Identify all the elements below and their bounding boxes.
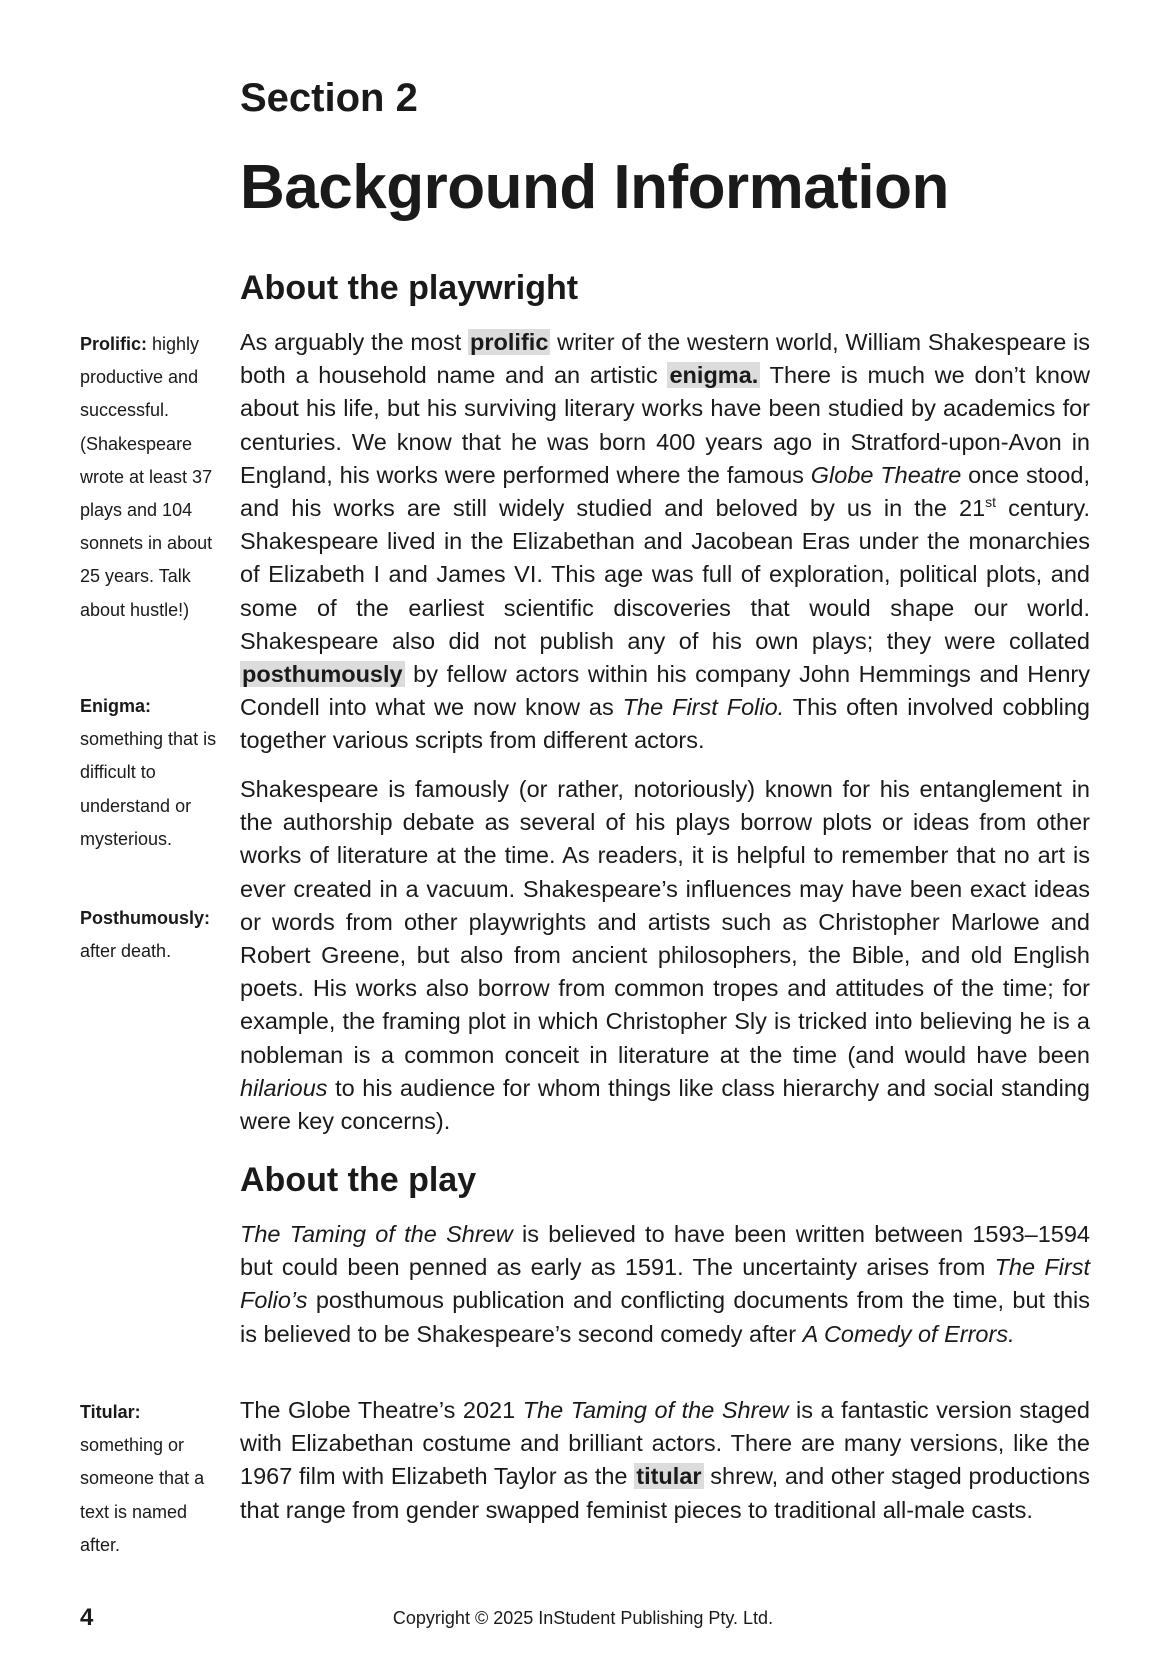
glossary-term: Posthumously:	[80, 908, 211, 928]
glossary-definition: something that is difficult to understand or mysterious.	[80, 729, 217, 849]
italic-globe-theatre: Globe Theatre	[810, 461, 962, 488]
glossary-prolific	[80, 328, 228, 627]
paragraph-play-2	[240, 1394, 1090, 1527]
italic-first-folio: The First Folio’s	[240, 1254, 1090, 1314]
text-span: is believed to have been written between 1593–1594 but could been penned as early as 1591. The uncertainty arises from	[240, 1221, 1090, 1281]
glossary-titular	[80, 1396, 228, 1562]
text-span: There is much we don’t know about his life, but his surviving literary works have been studied by academics for centuries. We know that he was born 400 years ago in Stratford-upon-Avon in England, his works were performed where the famous	[240, 362, 1091, 488]
glossary-definition: after death.	[80, 941, 172, 962]
text-span: Shakespeare is famously (or rather, notoriously) known for his entanglement in the authorship debate as several of his plays borrow plots or ideas from other works of literature at the time. As readers, it is helpful to remember that no art is ever created in a vacuum. Shakespeare’s influences may have been exact ideas or words from other playwrights and artists such as Christopher Marlowe and Robert Greene, but also from ancient philosophers, the Bible, and old English poets. His works also borrow from common tropes and attitudes of the time; for example, the framing plot in which Christopher Sly is tricked into believing he is a nobleman is a common conceit in literature at the time (and would have been	[240, 776, 1090, 1068]
page-number: 4	[80, 1604, 94, 1631]
text-span: The Globe Theatre’s 2021	[240, 1397, 523, 1423]
highlight-enigma: enigma.	[669, 362, 759, 389]
heading-about-playwright: About the playwright	[240, 269, 579, 307]
text-span: is a fantastic version staged with Elizabethan costume and brilliant actors. There are many versions, like the 1967 film with Elizabeth Taylor as the	[240, 1397, 1090, 1490]
italic-taming-title: The Taming of the Shrew	[240, 1221, 513, 1247]
glossary-enigma	[80, 690, 228, 856]
section-label: Section 2	[240, 76, 418, 120]
paragraph-play-1	[240, 1218, 1090, 1351]
copyright-notice: Copyright © 2025 InStudent Publishing Pty. Ltd.	[392, 1608, 774, 1628]
italic-taming-title: The Taming of the Shrew	[522, 1397, 789, 1423]
text-span: posthumous publication and conflicting documents from the time, but this is believed to be Shakespeare’s second comedy after	[240, 1287, 1090, 1347]
italic-first-folio: The First Folio.	[622, 694, 785, 721]
highlight-posthumously: posthumously	[242, 661, 403, 688]
glossary-term: Prolific:	[80, 334, 148, 354]
page-title: Background Information	[240, 153, 949, 222]
glossary-definition: highly productive and successful. (Shakespeare wrote at least 37 plays and 104 sonnets in about 25 years. Talk about hustle!)	[80, 334, 213, 620]
text-span: shrew, and other staged productions that range from gender swapped feminist pieces to traditional all-male casts.	[240, 1463, 1090, 1523]
paragraph-playwright-2	[240, 773, 1090, 1138]
highlight-titular: titular	[636, 1463, 702, 1490]
text-span: century. Shakespeare lived in the Elizabethan and Jacobean Eras under the monarchies of Elizabeth I and James VI. This age was full of exploration, political plots, and some of the earliest scientific discoveries that would shape our world. Shakespeare also did not publish any of his own plays; they were collated	[240, 495, 1090, 654]
text-span: once stood, and his works are still widely studied and beloved by us in the 21	[240, 461, 1090, 522]
glossary-term: Titular:	[80, 1402, 141, 1422]
paragraph-playwright-1	[240, 326, 1090, 758]
italic-hilarious: hilarious	[240, 1074, 328, 1101]
glossary-term: Enigma:	[80, 696, 152, 716]
glossary-definition: something or someone that a text is named after.	[80, 1435, 205, 1555]
superscript-st: st	[985, 494, 997, 511]
text-span: to his audience for whom things like class hierarchy and social standing were key concerns).	[240, 1074, 1090, 1135]
text-span: As arguably the most	[240, 329, 469, 355]
glossary-posthumously	[80, 902, 228, 968]
text-span: by fellow actors within his company John Hemmings and Henry Condell into what we now know as	[240, 661, 1090, 721]
text-span: This often involved cobbling together various scripts from different actors.	[240, 694, 1090, 754]
text-span: writer of the western world, William Shakespeare is both a household name and an artistic	[240, 329, 1090, 389]
highlight-prolific: prolific	[470, 329, 549, 355]
heading-about-play: About the play	[240, 1161, 477, 1199]
italic-comedy-of-errors: A Comedy of Errors.	[802, 1320, 1015, 1347]
